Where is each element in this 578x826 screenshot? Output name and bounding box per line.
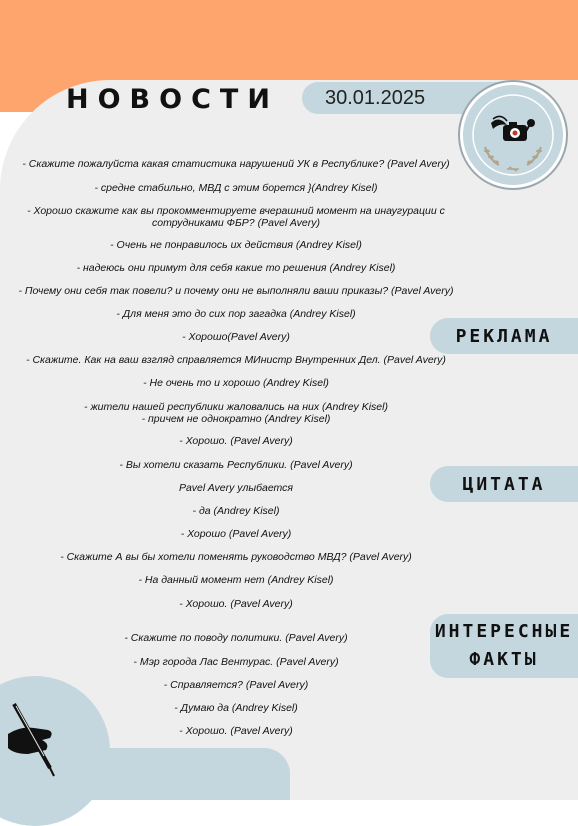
interview-line: - Хорошо. (Pavel Avery) — [179, 435, 293, 447]
interview-line: Pavel Avery улыбается — [178, 482, 294, 494]
tab-facts-label-line2: ФАКТЫ — [469, 649, 539, 670]
interview-line: - Не очень то и хорошо (Andrey Kisel) — [143, 377, 329, 389]
tab-facts-label-line1: ИНТЕРЕСНЫЕ — [434, 621, 574, 642]
interview-line: - Вы хотели сказать Республики. (Pavel Avery) — [119, 459, 353, 471]
interview-line: - Мэр города Лас Вентурас. (Pavel Avery) — [133, 656, 339, 668]
interview-line: - На данный момент нет (Andrey Kisel) — [138, 574, 334, 586]
interview-line: - средне стабильно, МВД с этим борется }(Andrey Kisel) — [94, 182, 378, 194]
interview-line: - Скажите пожалуйста какая статистика нарушений УК в Республике? (Pavel Avery) — [22, 158, 450, 170]
tab-quote-label: ЦИТАТА — [462, 473, 546, 495]
interview-line: - да (Andrey Kisel) — [192, 505, 280, 517]
interview-line: - Почему они себя так повели? и почему они не выполняли ваши приказы? (Pavel Avery) — [18, 285, 454, 297]
interview-line: - Хорошо. (Pavel Avery) — [179, 725, 293, 737]
interview-line: - Очень не понравилось их действия (Andrey Kisel) — [110, 239, 362, 251]
interview-line: сотрудниками ФБР? (Pavel Avery) — [151, 217, 321, 229]
interview-line: - Справляется? (Pavel Avery) — [163, 679, 309, 691]
interview-line: - Хорошо(Pavel Avery) — [182, 331, 290, 343]
issue-date: 30.01.2025 — [325, 87, 426, 109]
interview-line: - Хорошо скажите как вы прокомментируете вчерашний момент на инаугурации с — [27, 205, 445, 217]
interview-line: - Для меня это до сих пор загадка (Andrey Kisel) — [116, 308, 356, 320]
interview-line: - Думаю да (Andrey Kisel) — [174, 702, 298, 714]
interview-line: - Скажите. Как на ваш взгляд справляется МИнистр Внутренних Дел. (Pavel Avery) — [26, 354, 446, 366]
interview-line: - Хорошо. (Pavel Avery) — [179, 598, 293, 610]
tab-ads-label: РЕКЛАМА — [455, 325, 553, 347]
interview-line: - жители нашей республики жаловались на них (Andrey Kisel) — [84, 401, 388, 413]
interview-line: - Хорошо (Pavel Avery) — [180, 528, 292, 540]
interview-line: - Скажите А вы бы хотели поменять руководство МВД? (Pavel Avery) — [60, 551, 412, 563]
interview-line: - причем не однократно (Andrey Kisel) — [141, 413, 331, 425]
page-title: НОВОСТИ — [66, 84, 279, 115]
interview-line: - надеюсь они примут для себя какие то решения (Andrey Kisel) — [76, 262, 396, 274]
interview-line: - Скажите по поводу политики. (Pavel Avery) — [124, 632, 348, 644]
